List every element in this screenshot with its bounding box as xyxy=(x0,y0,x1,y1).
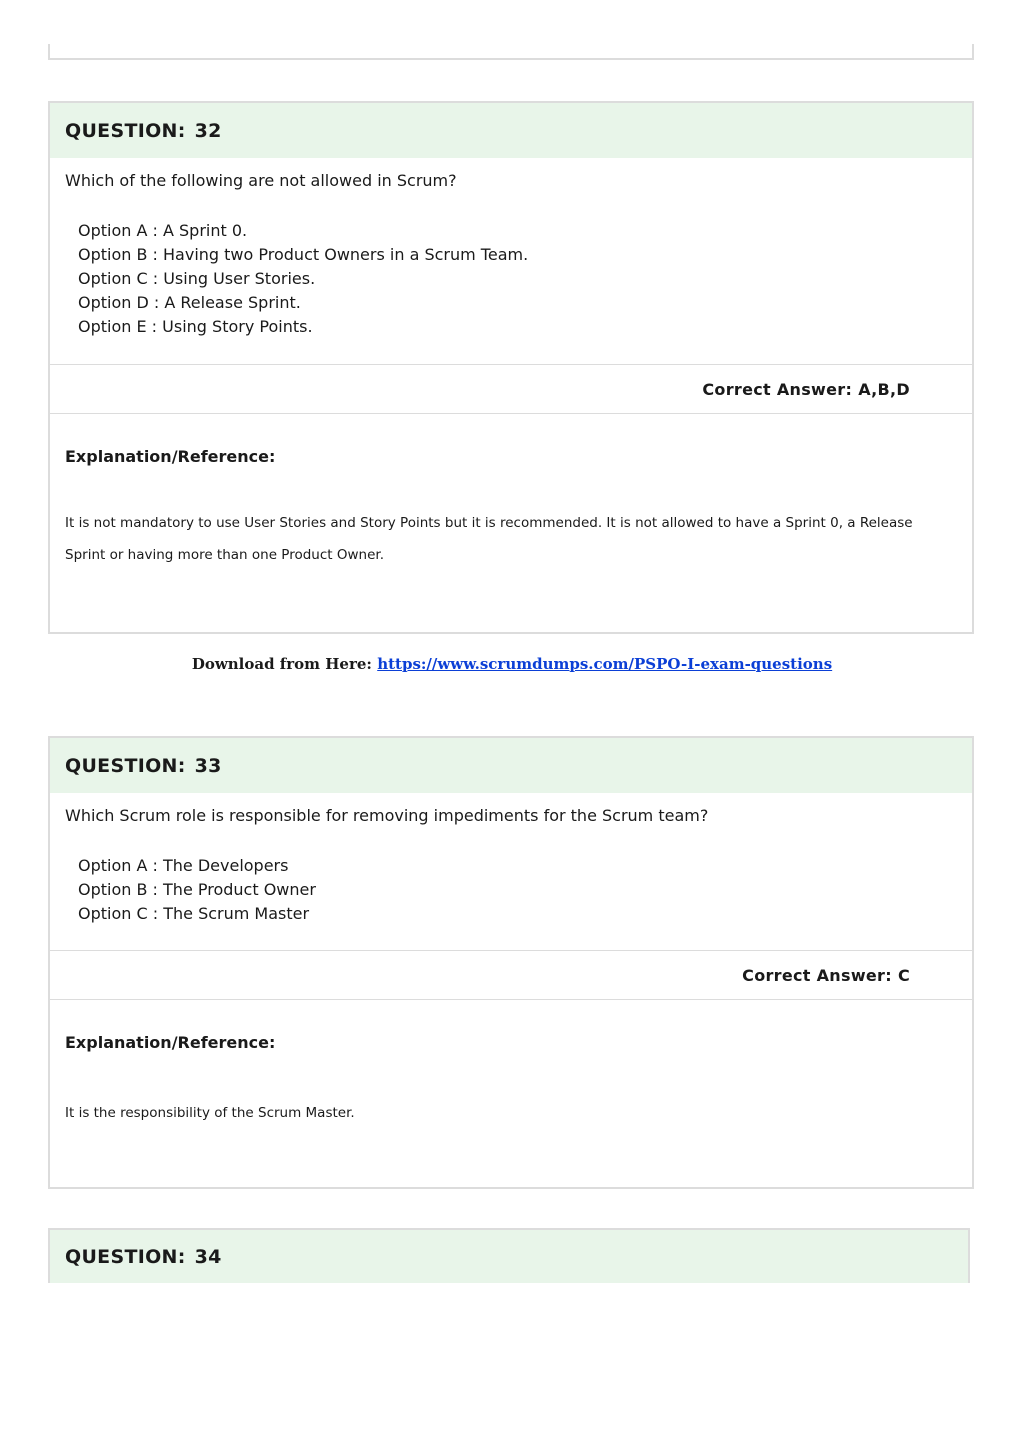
option-c: Option C : Using User Stories. xyxy=(78,269,316,288)
question-header xyxy=(50,738,972,793)
explanation-heading: Explanation/Reference: xyxy=(65,447,276,466)
question-number: 33 xyxy=(194,754,222,777)
question-card-32 xyxy=(48,101,974,634)
correct-answer-label: Correct Answer: xyxy=(702,379,853,399)
question-number: 34 xyxy=(194,1245,222,1268)
question-label: QUESTION: xyxy=(65,119,186,142)
correct-answer-label: Correct Answer: xyxy=(742,965,892,985)
question-label: QUESTION: xyxy=(65,1245,186,1268)
option-b: Option B : Having two Product Owners in a Scrum Team. xyxy=(78,245,529,264)
download-label: Download from Here: xyxy=(191,655,372,673)
options-list xyxy=(65,219,957,339)
question-body xyxy=(50,158,972,364)
question-text: Which Scrum role is responsible for removing impediments for the Scrum team? xyxy=(65,806,709,825)
download-line xyxy=(0,655,1024,673)
option-b: Option B : The Product Owner xyxy=(78,880,316,899)
explanation-section xyxy=(50,1000,972,1129)
correct-answer-value: A,B,D xyxy=(858,379,910,399)
question-number: 32 xyxy=(194,119,222,142)
explanation-section xyxy=(50,414,972,571)
correct-answer-row xyxy=(50,364,972,414)
question-card-33 xyxy=(48,736,974,1189)
options-list xyxy=(65,854,957,926)
option-e: Option E : Using Story Points. xyxy=(78,317,313,336)
correct-answer-value: C xyxy=(897,965,910,985)
option-a: Option A : The Developers xyxy=(78,856,289,875)
question-card-34-header xyxy=(48,1228,970,1283)
explanation-text: It is the responsibility of the Scrum Master. xyxy=(65,1105,355,1121)
question-body xyxy=(50,793,972,950)
question-header xyxy=(50,103,972,158)
explanation-text: It is not mandatory to use User Stories and Story Points but it is recommended. It is not allowed to have a Sprint 0, a Release Sprint or having more than one Product Owner. xyxy=(65,515,913,563)
option-a: Option A : A Sprint 0. xyxy=(78,221,248,240)
correct-answer-row xyxy=(50,950,972,1000)
download-link[interactable]: https://www.scrumdumps.com/PSPO-I-exam-questions xyxy=(377,655,833,673)
question-label: QUESTION: xyxy=(65,754,186,777)
previous-question-card-bottom xyxy=(48,44,974,60)
option-d: Option D : A Release Sprint. xyxy=(78,293,301,312)
question-text: Which of the following are not allowed in Scrum? xyxy=(65,171,457,190)
option-c: Option C : The Scrum Master xyxy=(78,904,310,923)
explanation-heading: Explanation/Reference: xyxy=(65,1033,276,1052)
